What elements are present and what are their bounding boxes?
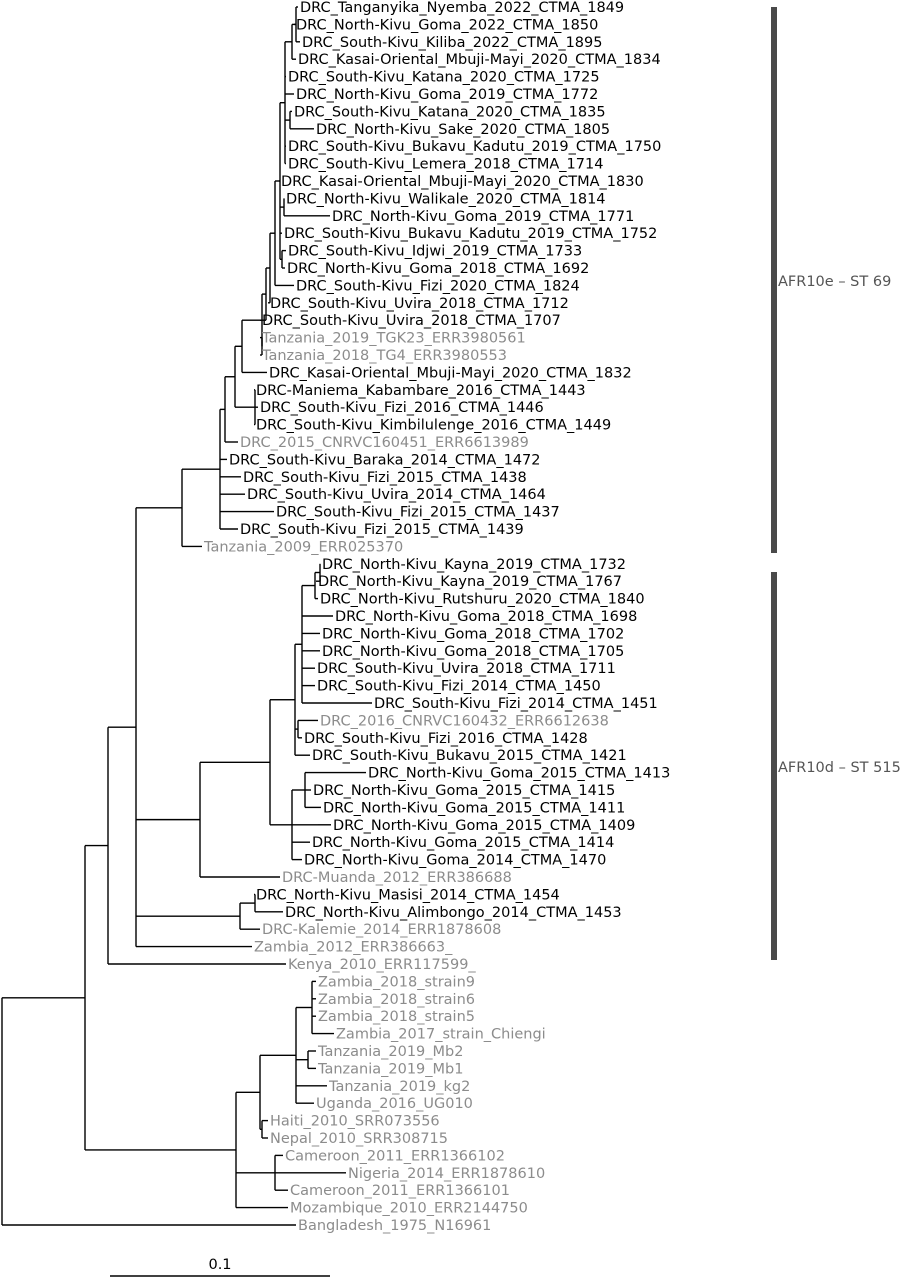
leaf-label: Tanzania_2019_Mb1 bbox=[318, 1061, 464, 1078]
leaf-label: DRC_South-Kivu_Fizi_2020_CTMA_1824 bbox=[296, 278, 580, 295]
clade-label-afr10d: AFR10d – ST 515 bbox=[778, 760, 901, 776]
leaf-label: Uganda_2016_UG010 bbox=[316, 1096, 473, 1113]
leaf-label: DRC_North-Kivu_Goma_2022_CTMA_1850 bbox=[296, 17, 599, 34]
leaf-label: DRC_South-Kivu_Fizi_2015_CTMA_1438 bbox=[243, 469, 527, 486]
leaf-labels bbox=[203, 0, 670, 1234]
leaf-label: Zambia_2017_strain_Chiengi bbox=[336, 1026, 546, 1043]
leaf-label: DRC_North-Kivu_Goma_2018_CTMA_1702 bbox=[322, 626, 625, 643]
leaf-label: DRC_South-Kivu_Baraka_2014_CTMA_1472 bbox=[229, 452, 541, 469]
leaf-label: Kenya_2010_ERR117599_ bbox=[288, 957, 476, 973]
leaf-label: DRC_North-Kivu_Kayna_2019_CTMA_1767 bbox=[318, 574, 622, 591]
leaf-label: Tanzania_2019_TGK23_ERR3980561 bbox=[262, 330, 526, 347]
leaf-label: DRC_South-Kivu_Uvira_2018_CTMA_1707 bbox=[262, 313, 561, 330]
leaf-label: Nigeria_2014_ERR1878610 bbox=[348, 1165, 546, 1182]
leaf-label: DRC_2016_CNRVC160432_ERR6612638 bbox=[320, 713, 609, 730]
leaf-label: Zambia_2012_ERR386663_ bbox=[254, 939, 453, 956]
leaf-label: DRC_North-Kivu_Goma_2015_CTMA_1409 bbox=[333, 817, 636, 834]
leaf-label: DRC_South-Kivu_Katana_2020_CTMA_1725 bbox=[288, 69, 600, 86]
leaf-label: DRC_North-Kivu_Goma_2019_CTMA_1771 bbox=[332, 208, 635, 225]
leaf-label: DRC_North-Kivu_Alimbongo_2014_CTMA_1453 bbox=[285, 904, 622, 921]
leaf-label: DRC_North-Kivu_Goma_2015_CTMA_1415 bbox=[313, 783, 616, 799]
leaf-label: Mozambique_2010_ERR2144750 bbox=[290, 1200, 528, 1217]
leaf-label: DRC_South-Kivu_Fizi_2014_CTMA_1451 bbox=[374, 696, 658, 712]
leaf-label: DRC_South-Kivu_Fizi_2016_CTMA_1446 bbox=[260, 400, 544, 417]
leaf-label: DRC_South-Kivu_Katana_2020_CTMA_1835 bbox=[294, 104, 606, 121]
leaf-label: Tanzania_2019_Mb2 bbox=[318, 1044, 464, 1060]
leaf-label: DRC_North-Kivu_Rutshuru_2020_CTMA_1840 bbox=[320, 591, 645, 608]
leaf-label: DRC_South-Kivu_Uvira_2018_CTMA_1711 bbox=[317, 661, 616, 678]
leaf-label: DRC-Muanda_2012_ERR386688 bbox=[282, 870, 512, 886]
leaf-label: DRC_North-Kivu_Goma_2015_CTMA_1411 bbox=[323, 800, 626, 817]
leaf-label: DRC_South-Kivu_Fizi_2015_CTMA_1439 bbox=[240, 522, 524, 538]
leaf-label: Cameroon_2011_ERR1366102 bbox=[285, 1148, 505, 1165]
leaf-label: Zambia_2018_strain5 bbox=[318, 1009, 475, 1026]
leaf-label: DRC_North-Kivu_Walikale_2020_CTMA_1814 bbox=[286, 191, 606, 208]
clade-label-afr10e: AFR10e – ST 69 bbox=[778, 274, 892, 290]
leaf-label: DRC_South-Kivu_Bukavu_Kadutu_2019_CTMA_1752 bbox=[284, 226, 658, 243]
leaf-label: Tanzania_2019_kg2 bbox=[329, 1078, 471, 1095]
leaf-label: DRC-Maniema_Kabambare_2016_CTMA_1443 bbox=[256, 382, 586, 399]
leaf-label: DRC_South-Kivu_Fizi_2014_CTMA_1450 bbox=[317, 678, 601, 695]
leaf-label: DRC_North-Kivu_Goma_2018_CTMA_1698 bbox=[335, 609, 638, 625]
leaf-label: DRC_2015_CNRVC160451_ERR6613989 bbox=[240, 435, 529, 451]
leaf-label: DRC_South-Kivu_Fizi_2015_CTMA_1437 bbox=[276, 504, 560, 521]
leaf-label: DRC_South-Kivu_Idjwi_2019_CTMA_1733 bbox=[288, 243, 583, 260]
leaf-label: DRC_Kasai-Oriental_Mbuji-Mayi_2020_CTMA_1834 bbox=[298, 52, 661, 69]
leaf-label: DRC_South-Kivu_Lemera_2018_CTMA_1714 bbox=[288, 156, 604, 173]
leaf-label: DRC_South-Kivu_Bukavu_Kadutu_2019_CTMA_1750 bbox=[288, 139, 662, 156]
leaf-label: DRC_South-Kivu_Uvira_2018_CTMA_1712 bbox=[270, 295, 569, 312]
leaf-label: DRC_Kasai-Oriental_Mbuji-Mayi_2020_CTMA_1830 bbox=[281, 174, 644, 190]
leaf-label: Cameroon_2011_ERR1366101 bbox=[290, 1183, 510, 1200]
leaf-label: DRC_South-Kivu_Kiliba_2022_CTMA_1895 bbox=[302, 34, 603, 51]
leaf-label: Nepal_2010_SRR308715 bbox=[270, 1131, 448, 1147]
leaf-label: Zambia_2018_strain9 bbox=[318, 974, 475, 991]
leaf-label: DRC_North-Kivu_Goma_2015_CTMA_1414 bbox=[312, 835, 615, 852]
leaf-label: DRC_North-Kivu_Goma_2014_CTMA_1470 bbox=[304, 852, 607, 869]
leaf-label: DRC_Kasai-Oriental_Mbuji-Mayi_2020_CTMA_1832 bbox=[269, 365, 632, 382]
leaf-label: DRC_North-Kivu_Sake_2020_CTMA_1805 bbox=[316, 121, 611, 138]
leaf-label: Tanzania_2009_ERR025370 bbox=[204, 539, 404, 556]
leaf-label: DRC_South-Kivu_Uvira_2014_CTMA_1464 bbox=[247, 487, 546, 504]
leaf-label: Zambia_2018_strain6 bbox=[318, 991, 475, 1008]
leaf-label: DRC_North-Kivu_Masisi_2014_CTMA_1454 bbox=[256, 887, 560, 904]
leaf-label: DRC_South-Kivu_Bukavu_2015_CTMA_1421 bbox=[312, 748, 627, 765]
leaf-label: Bangladesh_1975_N16961 bbox=[298, 1218, 492, 1234]
leaf-label: DRC_North-Kivu_Goma_2018_CTMA_1692 bbox=[287, 261, 590, 277]
leaf-label: Haiti_2010_SRR073556 bbox=[270, 1113, 440, 1130]
leaf-label: DRC_North-Kivu_Goma_2018_CTMA_1705 bbox=[322, 643, 625, 660]
leaf-label: DRC_North-Kivu_Goma_2015_CTMA_1413 bbox=[368, 765, 671, 782]
leaf-label: DRC_South-Kivu_Fizi_2016_CTMA_1428 bbox=[304, 730, 588, 747]
leaf-label: DRC_South-Kivu_Kimbilulenge_2016_CTMA_1449 bbox=[256, 417, 612, 434]
leaf-label: DRC_North-Kivu_Kayna_2019_CTMA_1732 bbox=[322, 556, 626, 573]
scale-bar-label: 0.1 bbox=[208, 1257, 232, 1273]
leaf-label: Tanzania_2018_TG4_ERR3980553 bbox=[262, 348, 507, 364]
leaf-label: DRC_North-Kivu_Goma_2019_CTMA_1772 bbox=[296, 87, 599, 103]
leaf-label: DRC-Kalemie_2014_ERR1878608 bbox=[262, 922, 502, 939]
leaf-label: DRC_Tanganyika_Nyemba_2022_CTMA_1849 bbox=[300, 0, 625, 16]
